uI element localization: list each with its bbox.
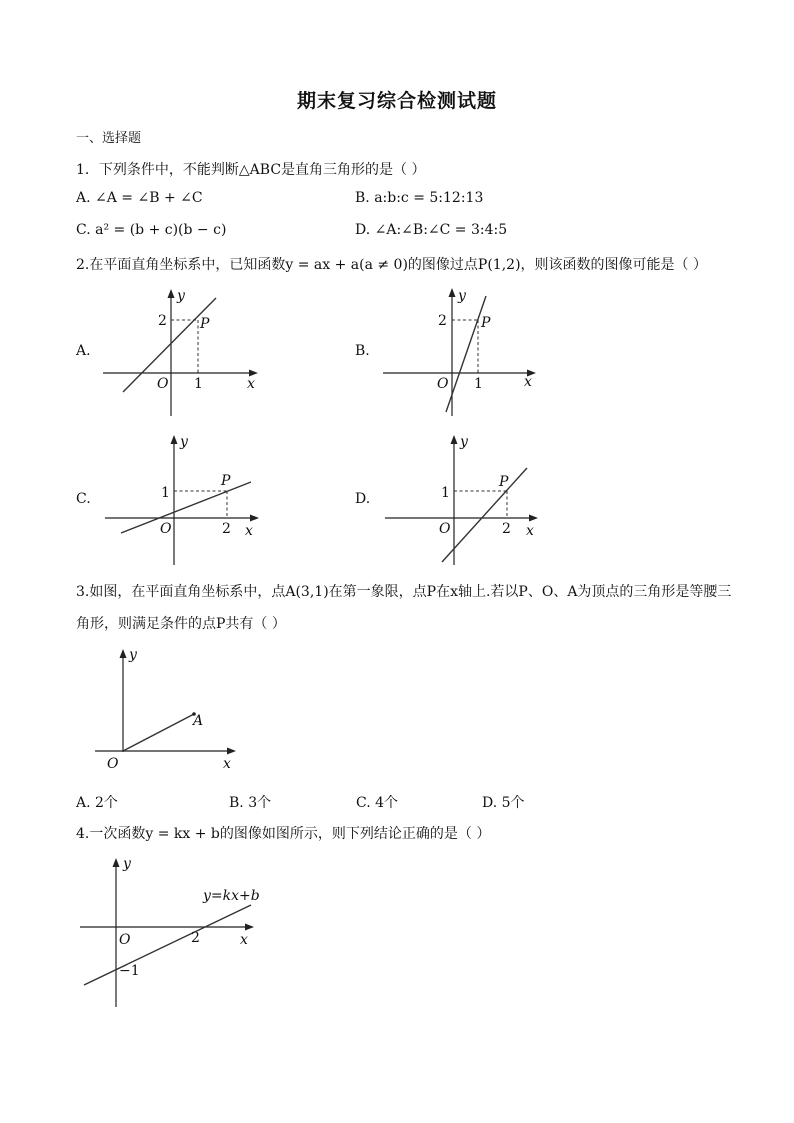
- origin-label: O: [119, 932, 131, 948]
- function-line: [84, 905, 251, 985]
- q4-stem: 4.一次函数y = kx + b的图像如图所示，则下列结论正确的是（ ）: [76, 826, 491, 842]
- x-tick-label: 1: [194, 376, 203, 392]
- point-label: P: [221, 473, 231, 489]
- origin-label: O: [437, 376, 449, 392]
- x-tick-label: 1: [474, 376, 483, 392]
- q3-stem-line2: 角形，则满足条件的点P共有（ ）: [76, 616, 286, 632]
- x-axis-label: x: [240, 932, 248, 948]
- y-tick-label: 1: [161, 485, 170, 501]
- origin-label: O: [160, 521, 172, 537]
- y-axis-label: y: [180, 434, 188, 450]
- q2-stem: 2.在平面直角坐标系中，已知函数y = ax + a(a ≠ 0)的图像过点P(1,2)，则该函数的图像可能是（ ）: [76, 257, 707, 273]
- line-label: y=kx+b: [203, 888, 260, 904]
- q3-option-a[interactable]: A. 2个: [76, 795, 118, 811]
- q1-option-a[interactable]: A. ∠A = ∠B + ∠C: [76, 190, 203, 206]
- point-label: P: [200, 316, 210, 332]
- y-tick-label: 1: [441, 485, 450, 501]
- y-tick-label: 2: [158, 313, 167, 329]
- q1-option-c[interactable]: C. a² = (b + c)(b − c): [76, 222, 227, 238]
- q2-option-b-label[interactable]: B.: [355, 343, 370, 359]
- q1-option-b[interactable]: B. a:b:c = 5:12:13: [355, 190, 484, 206]
- y-axis-label: y: [460, 434, 468, 450]
- q1-option-d[interactable]: D. ∠A:∠B:∠C = 3:4:5: [355, 222, 508, 238]
- q2-option-d-label[interactable]: D.: [355, 491, 371, 507]
- point-label: P: [481, 315, 491, 331]
- origin-label: O: [439, 521, 451, 537]
- origin-label: O: [157, 376, 169, 392]
- page-title: 期末复习综合检测试题: [296, 90, 497, 112]
- q3-stem-line1: 3.如图，在平面直角坐标系中，点A(3,1)在第一象限，点P在x轴上.若以P、O、A为顶点的三角形是等腰三: [76, 584, 732, 600]
- y-tick-label: −1: [119, 963, 140, 979]
- y-tick-label: 2: [438, 313, 447, 329]
- y-axis-label: y: [123, 856, 131, 872]
- x-axis-arrow: [245, 924, 254, 931]
- x-axis-label: x: [223, 756, 231, 772]
- q3-option-b[interactable]: B. 3个: [229, 795, 272, 811]
- x-axis-label: x: [526, 523, 534, 539]
- x-tick-label: 2: [191, 930, 200, 946]
- q2-option-c-label[interactable]: C.: [76, 491, 91, 507]
- point-label: P: [499, 474, 509, 490]
- q1-stem: 1．下列条件中，不能判断△ABC是直角三角形的是（ ）: [76, 162, 426, 178]
- y-axis-label: y: [129, 647, 137, 663]
- y-axis-arrow: [113, 858, 120, 867]
- x-axis-label: x: [245, 523, 253, 539]
- x-tick-label: 2: [222, 521, 231, 537]
- y-axis-label: y: [458, 288, 466, 304]
- x-axis-label: x: [247, 376, 255, 392]
- q3-option-c[interactable]: C. 4个: [356, 795, 399, 811]
- q2-option-a-label[interactable]: A.: [76, 343, 91, 359]
- x-tick-label: 2: [502, 521, 511, 537]
- section-heading: 一、选择题: [76, 131, 142, 146]
- q3-option-d[interactable]: D. 5个: [482, 795, 525, 811]
- point-a-label: A: [193, 713, 204, 729]
- y-axis-label: y: [177, 288, 185, 304]
- x-axis-label: x: [524, 374, 532, 390]
- origin-label: O: [107, 756, 119, 772]
